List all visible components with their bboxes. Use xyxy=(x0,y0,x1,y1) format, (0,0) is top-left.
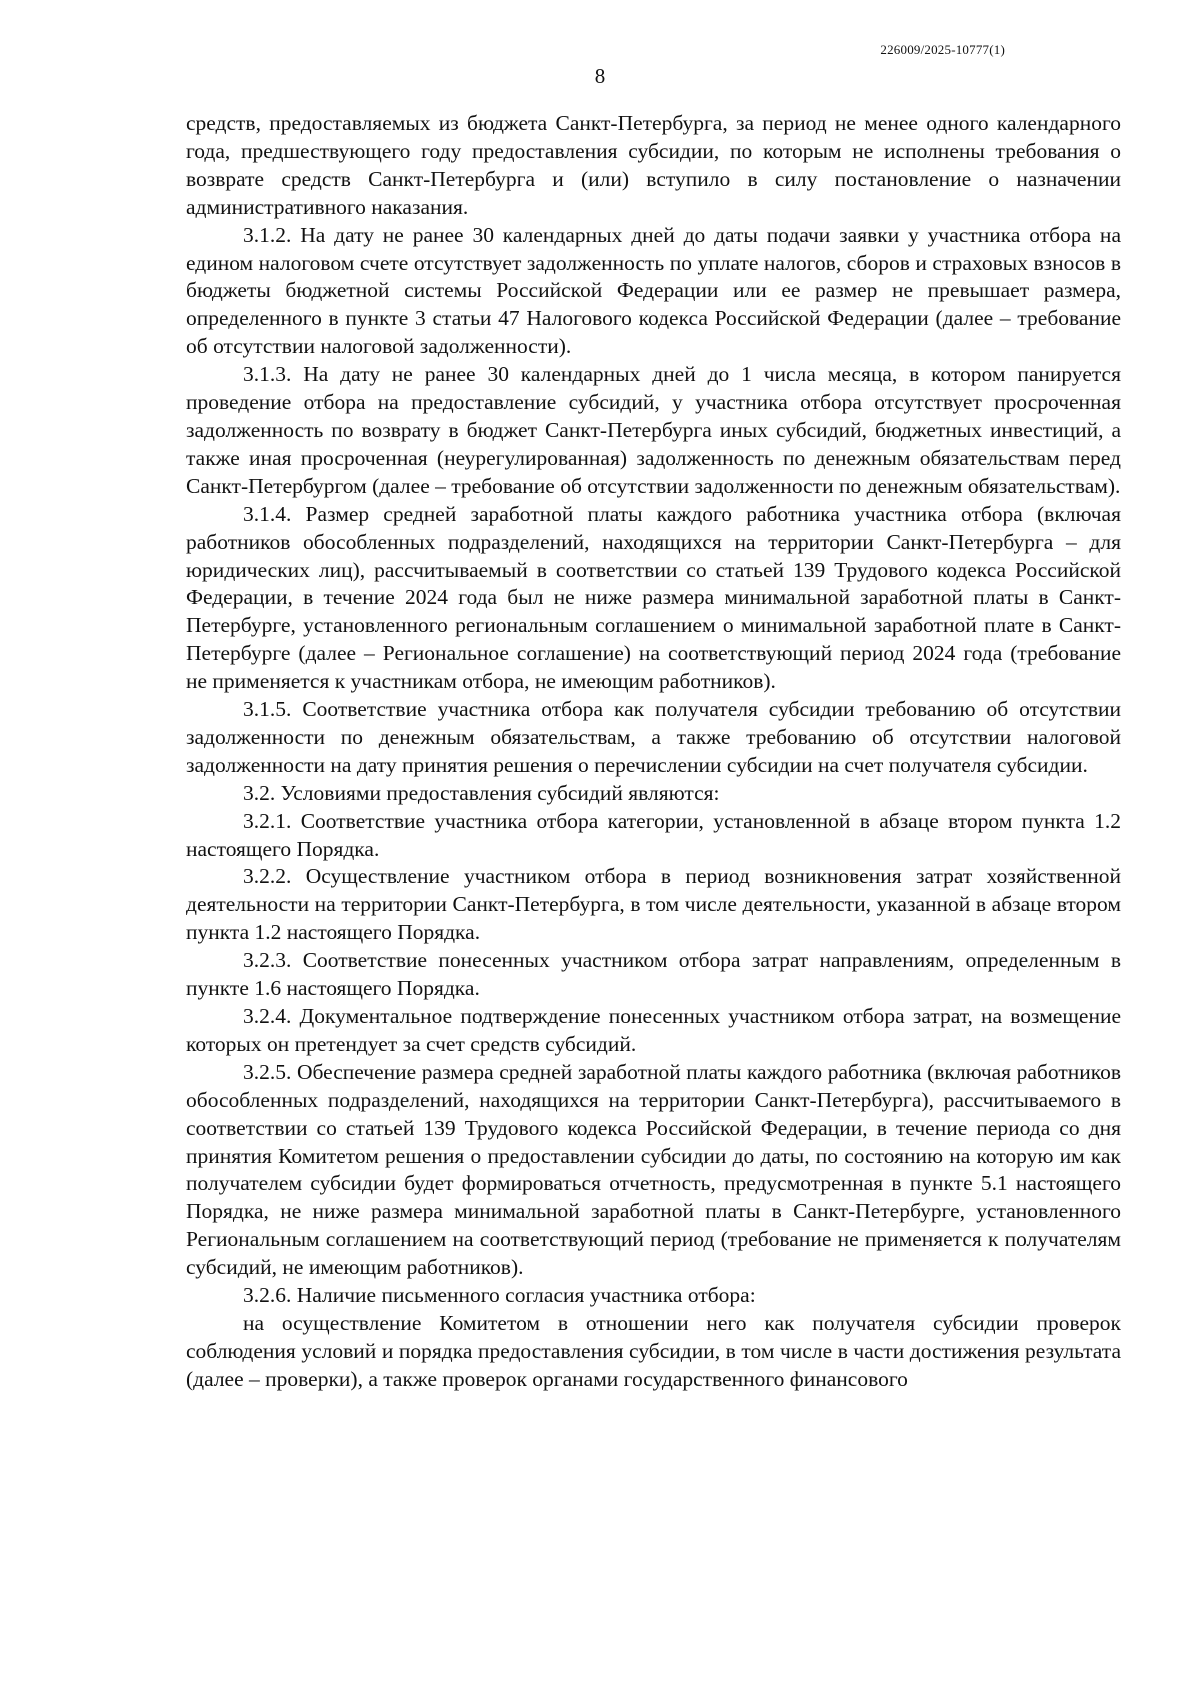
paragraph-consent-checks: на осуществление Комитетом в отношении него как получателя субсидии проверок соблюдения условий и порядка предоставления субсидии, в том числе в части достижения результата (далее – проверки), а также проверок органами государственного финансового xyxy=(186,1310,1121,1391)
paragraph-3-1-2: 3.1.2. На дату не ранее 30 календарных дней до даты подачи заявки у участника отбора на едином налоговом счете отсутствует задолженность по уплате налогов, сборов и страховых взносов в бюджеты бюджетной системы Российской Федерации или ее размер не превышает размера, определенного в пункте 3 статьи 47 Налогового кодекса Российской Федерации (далее – требование об отсутствии налоговой задолженности). xyxy=(186,222,1121,359)
paragraph-3-1-4: 3.1.4. Размер средней заработной платы каждого работника участника отбора (включая работников обособленных подразделений, находящихся на территории Санкт-Петербурга – для юридических лиц), рассчитываемый в соответствии со статьей 139 Трудового кодекса Российской Федерации, в течение 2024 года был не ниже размера минимальной заработной платы в Санкт-Петербурге, установленного региональным соглашением о минимальной заработной плате в Санкт-Петербурге (далее – Региональное соглашение) на соответствующий период 2024 года (требование не применяется к участникам отбора, не имеющим работников). xyxy=(186,501,1121,694)
paragraph-3-2-5: 3.2.5. Обеспечение размера средней заработной платы каждого работника (включая работников обособленных подразделений, находящихся на территории Санкт-Петербурга), рассчитываемого в соответствии со статьей 139 Трудового кодекса Российской Федерации, в течение периода со дня принятия Комитетом решения о предоставлении субсидии до даты, по состоянию на которую им как получателем субсидии будет формироваться отчетность, предусмотренная в пункте 5.1 настоящего Порядка, не ниже размера минимальной заработной платы в Санкт-Петербурге, установленного Региональным соглашением на соответствующий период (требование не применяется к получателям субсидий, не имеющим работников). xyxy=(186,1059,1121,1280)
paragraph-3-1-5: 3.1.5. Соответствие участника отбора как получателя субсидии требованию об отсутствии задолженности по денежным обязательствам, а также требованию об отсутствии налоговой задолженности на дату принятия решения о перечислении субсидии на счет получателя субсидии. xyxy=(186,697,1121,777)
paragraph-3-2-1: 3.2.1. Соответствие участника отбора категории, установленной в абзаце втором пункта 1.2 настоящего Порядка. xyxy=(186,808,1121,861)
paragraph-continuation: средств, предоставляемых из бюджета Санкт-Петербурга, за период не менее одного календарного года, предшествующего году предоставления субсидии, по которым не исполнены требования о возврате средств Санкт-Петербурга и (или) вступило в силу постановление о назначении административного наказания. xyxy=(186,111,1121,219)
document-body xyxy=(186,110,1121,1394)
document-registration-number: 226009/2025-10777(1) xyxy=(880,42,1005,57)
paragraph-3-2-4: 3.2.4. Документальное подтверждение понесенных участником отбора затрат, на возмещение которых он претендует за счет средств субсидий. xyxy=(186,1004,1121,1056)
page-number: 8 xyxy=(594,64,606,88)
paragraph-3-2-6: 3.2.6. Наличие письменного согласия участника отбора: xyxy=(243,1283,756,1308)
paragraph-3-1-3: 3.1.3. На дату не ранее 30 календарных дней до 1 числа месяца, в котором панируется проведение отбора на предоставление субсидий, у участника отбора отсутствует просроченная задолженность по возврату в бюджет Санкт-Петербурга иных субсидий, бюджетных инвестиций, а также иная просроченная (неурегулированная) задолженность по денежным обязательствам перед Санкт-Петербургом (далее – требование об отсутствии задолженности по денежным обязательствам). xyxy=(186,362,1121,498)
paragraph-3-2: 3.2. Условиями предоставления субсидий являются: xyxy=(243,780,720,805)
paragraph-3-2-2: 3.2.2. Осуществление участником отбора в период возникновения затрат хозяйственной деятельности на территории Санкт-Петербурга, в том числе деятельности, указанной в абзаце втором пункта 1.2 настоящего Порядка. xyxy=(186,864,1121,945)
paragraph-3-2-3: 3.2.3. Соответствие понесенных участником отбора затрат направлениям, определенным в пункте 1.6 настоящего Порядка. xyxy=(186,948,1121,1001)
